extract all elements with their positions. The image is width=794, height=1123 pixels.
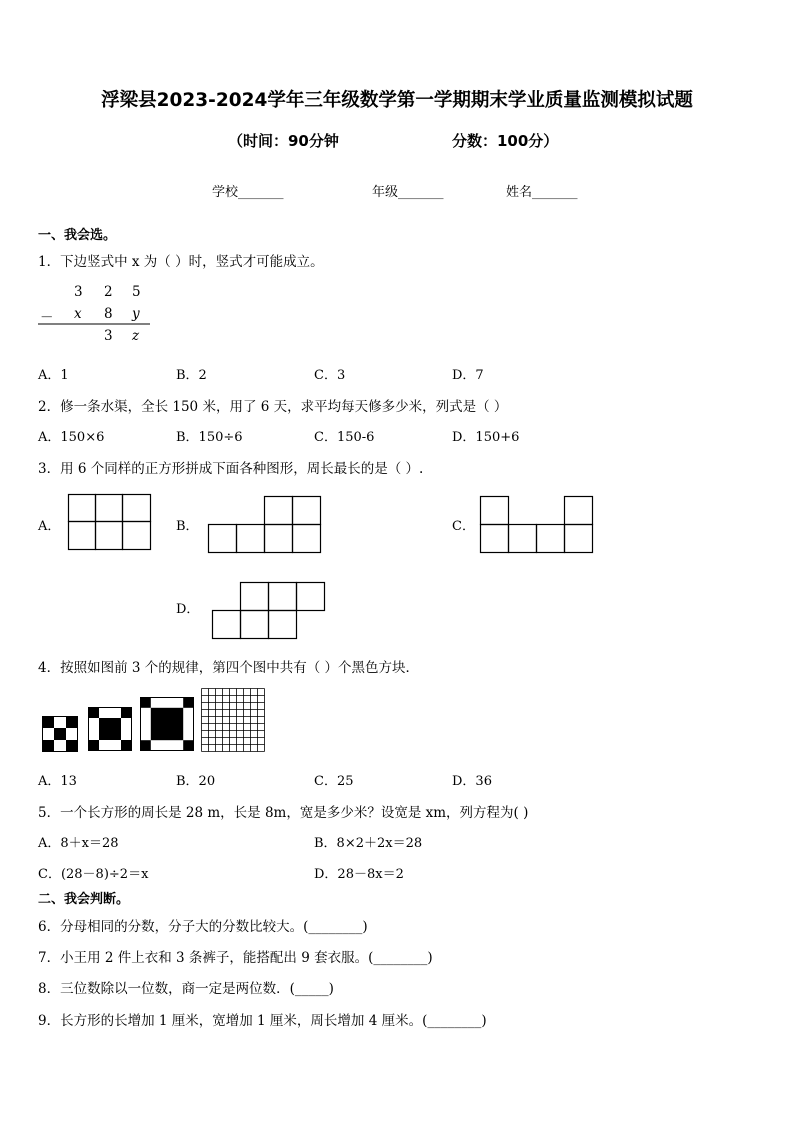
option-a[interactable]: A．	[38, 519, 61, 534]
option-c[interactable]: C．3	[314, 368, 346, 383]
option-d[interactable]: D．28－8x＝2	[314, 867, 404, 882]
minus-sign: －	[40, 310, 54, 326]
school-field: 学校_______	[212, 185, 284, 200]
digit: 3	[74, 284, 83, 300]
digit: 5	[132, 284, 141, 300]
option-b[interactable]: B．2	[176, 368, 207, 383]
variable-y: y	[132, 306, 140, 322]
option-a[interactable]: A．13	[38, 774, 77, 789]
option-d[interactable]: D．150+6	[452, 430, 520, 445]
question-6: 6．分母相同的分数，分子大的分数比较大。(________)	[38, 919, 368, 935]
question-5: 5．一个长方形的周长是 28 m，长是 8m，宽是多少米？设宽是 xm，列方程为( )	[38, 805, 529, 821]
option-c[interactable]: C．150-6	[314, 430, 375, 445]
option-b[interactable]: B．150÷6	[176, 430, 243, 445]
question-9: 9．长方形的长增加 1 厘米，宽增加 1 厘米，周长增加 4 厘米。(________)	[38, 1013, 487, 1029]
option-b[interactable]: B．8×2＋2x＝28	[314, 836, 423, 851]
shape-b-figure	[208, 496, 322, 554]
question-4: 4．按照如图前 3 个的规律，第四个图中共有（ ）个黑色方块．	[38, 660, 420, 676]
pattern-figure-1	[42, 716, 78, 752]
shape-d-figure	[212, 582, 326, 640]
question-2: 2．修一条水渠，全长 150 米，用了 6 天，求平均每天修多少米，列式是（ ）	[38, 399, 508, 415]
subtraction-line	[38, 323, 152, 326]
section-heading: 二、我会判断。	[38, 892, 130, 907]
option-d[interactable]: D．36	[452, 774, 492, 789]
digit: 8	[104, 306, 113, 322]
exam-time: （时间：90分钟	[228, 132, 339, 150]
grade-field: 年级_______	[372, 185, 444, 200]
digit: 3	[104, 328, 113, 344]
question-8: 8．三位数除以一位数，商一定是两位数．(_____)	[38, 981, 334, 997]
digit: 2	[104, 284, 113, 300]
option-a[interactable]: A．150×6	[38, 430, 105, 445]
variable-z: z	[132, 328, 140, 344]
option-b[interactable]: B．	[176, 519, 199, 534]
option-a[interactable]: A．1	[38, 368, 69, 383]
question-3: 3．用 6 个同样的正方形拼成下面各种图形，周长最长的是（ ）.	[38, 461, 424, 477]
pattern-figure-3	[140, 697, 194, 751]
exam-score: 分数：100分）	[452, 132, 559, 150]
page-title: 浮梁县2023-2024学年三年级数学第一学期期末学业质量监测模拟试题	[101, 90, 693, 111]
pattern-figure-2	[88, 707, 132, 751]
option-c[interactable]: C．	[452, 519, 475, 534]
shape-c-figure	[480, 496, 594, 554]
option-b[interactable]: B．20	[176, 774, 216, 789]
question-7: 7．小王用 2 件上衣和 3 条裤子，能搭配出 9 套衣服。(________)	[38, 950, 433, 966]
option-d[interactable]: D．7	[452, 368, 484, 383]
shape-a-figure	[68, 494, 152, 552]
option-d[interactable]: D．	[176, 602, 200, 617]
option-c[interactable]: C．(28－8)÷2＝x	[38, 867, 149, 882]
question-1: 1．下边竖式中 x 为（ ）时，竖式才可能成立。	[38, 254, 324, 270]
name-field: 姓名_______	[506, 185, 578, 200]
variable-x: x	[74, 306, 82, 322]
option-a[interactable]: A．8＋x＝28	[38, 836, 119, 851]
option-c[interactable]: C．25	[314, 774, 354, 789]
section-heading: 一、我会选。	[38, 228, 117, 243]
pattern-figure-4-grid	[201, 688, 265, 752]
